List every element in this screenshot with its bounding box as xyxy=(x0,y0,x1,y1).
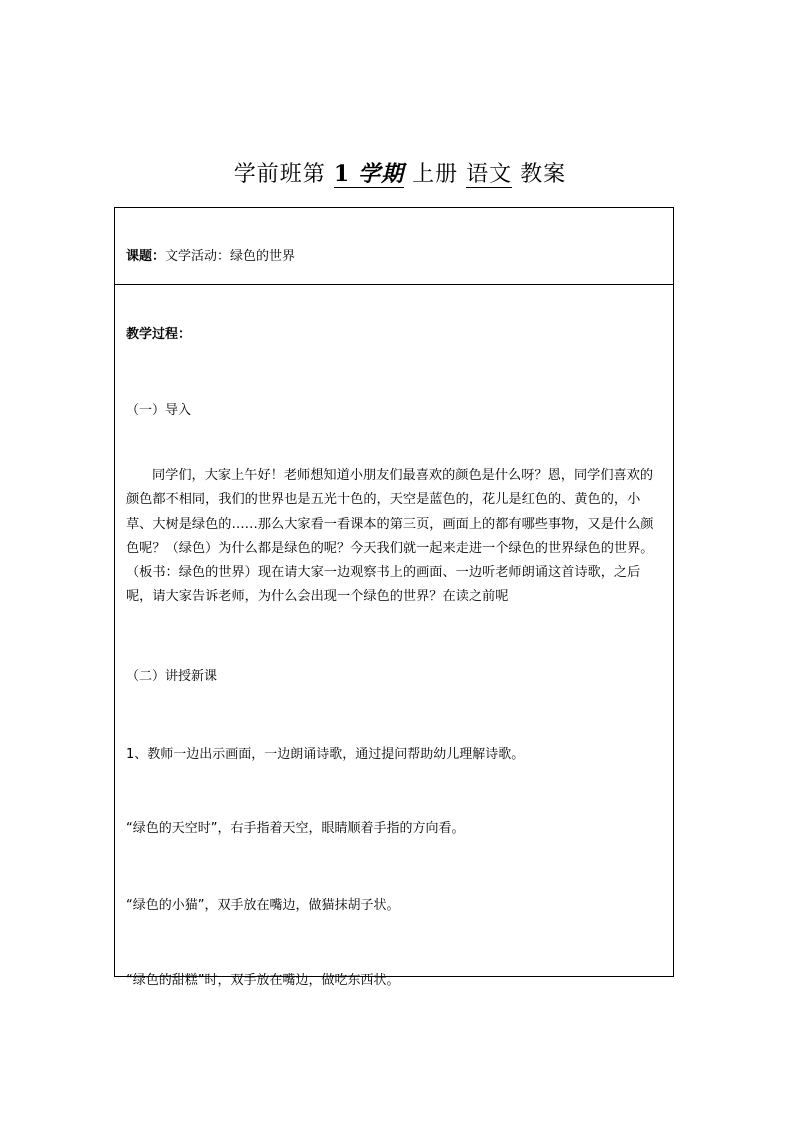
poem-line-3: “绿色的甜糕”时，双手放在嘴边，做吃东西状。 xyxy=(126,973,400,988)
lesson-plan-table xyxy=(114,207,674,988)
step-1-text: 1、教师一边出示画面，一边朗诵诗歌，通过提问帮助幼儿理解诗歌。 xyxy=(126,747,525,762)
title-subject: 语文 xyxy=(466,162,513,187)
page-title xyxy=(0,157,800,192)
section-intro-body: 同学们，大家上午好！老师想知道小朋友们最喜欢的颜色是什么呀？恩，同学们喜欢的颜色都不相同，我们的世界也是五光十色的，天空是蓝色的，花儿是红色的、黄色的，小草、大树是绿色的……那么大家看一看课本的第三页，画面上的都有哪些事物，又是什么颜色呢？（绿色）为什么都是绿色的呢？今天我们就一起来走进一个绿色的世界绿色的世界。（板书：绿色的世界）现在请大家一边观察书上的画面、一边听老师朗诵这首诗歌，之后呢，请大家告诉老师，为什么会出现一个绿色的世界？在读之前呢 xyxy=(126,468,654,605)
title-term-number: 1 xyxy=(333,161,351,187)
title-volume: 上册 xyxy=(412,162,459,187)
row-divider xyxy=(115,284,673,285)
title-prefix: 学前班第 xyxy=(233,162,326,187)
section-new-lesson-title: （二）讲授新课 xyxy=(126,669,218,684)
title-term-word: 学期 xyxy=(358,161,405,187)
topic-value: 文学活动：绿色的世界 xyxy=(165,249,296,264)
poem-line-1: “绿色的天空时”，右手指着天空，眼睛顺着手指的方向看。 xyxy=(126,821,465,836)
topic-label: 课题： xyxy=(126,249,166,264)
title-suffix: 教案 xyxy=(520,162,567,187)
section-intro-title: （一）导入 xyxy=(126,403,192,418)
poem-line-2: “绿色的小猫”，双手放在嘴边，做猫抹胡子状。 xyxy=(126,898,400,913)
title-term xyxy=(334,162,404,188)
topic-row xyxy=(126,248,295,266)
process-heading: 教学过程： xyxy=(126,327,192,342)
